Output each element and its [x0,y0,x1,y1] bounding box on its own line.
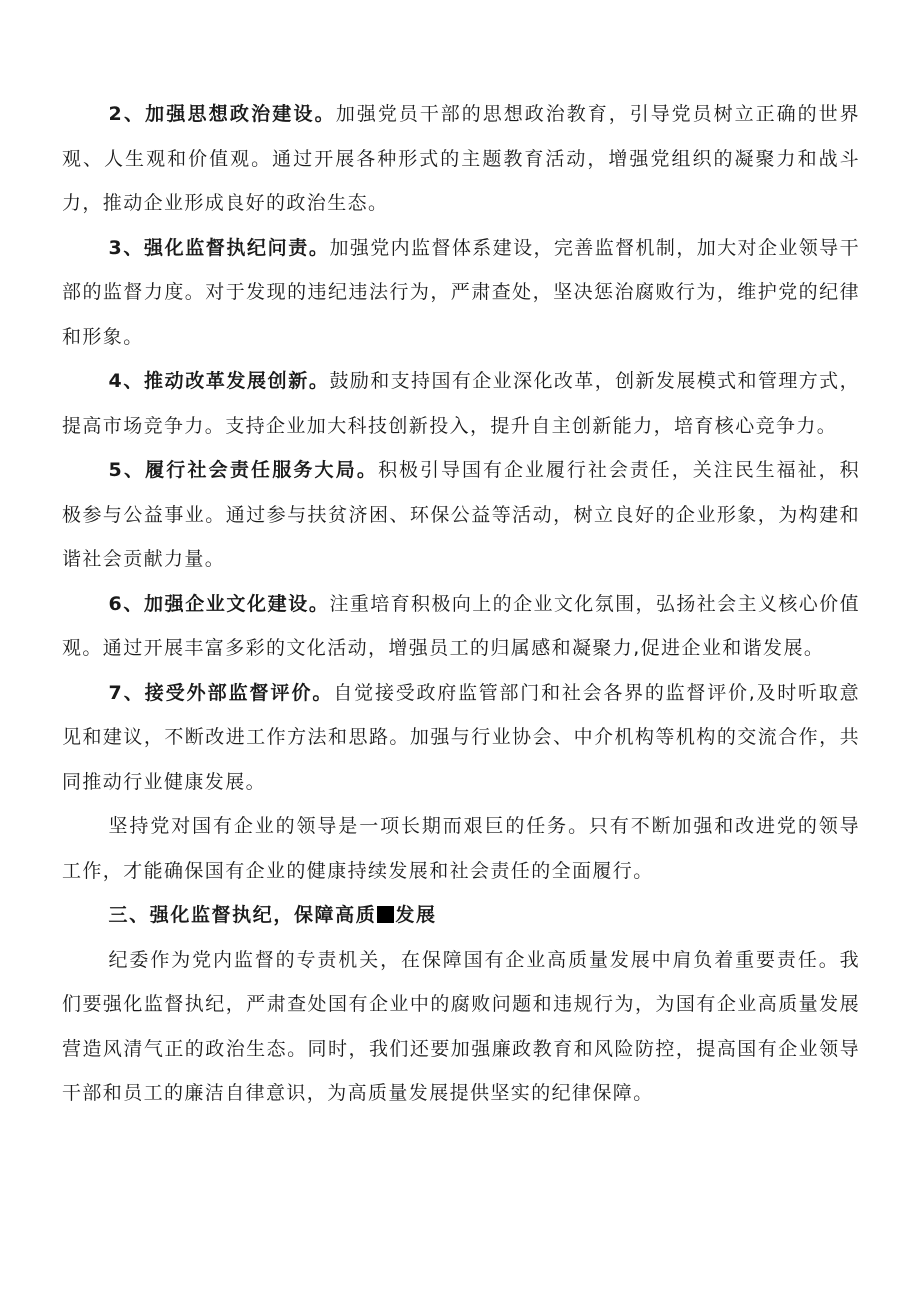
item-2-text: 加强党员干部的思想政治教育，引导党员树立正确的世界观、人生观和价值观。通过开展各种形式的主题教育活动，增强党组织的凝聚力和战斗力，推动企业形成良好的政治生态。 [62,103,860,214]
paragraph-item-6 [62,582,860,671]
paragraph-item-7 [62,671,860,805]
paragraph-item-2 [62,92,860,226]
item-2-heading: 2、加强思想政治建设。 [108,103,336,125]
paragraph-item-5 [62,448,860,582]
item-6-text: 注重培育积极向上的企业文化氛围，弘扬社会主义核心价值观。通过开展丰富多彩的文化活动，增强员工的归属感和凝聚力,促进企业和谐发展。 [62,592,860,659]
item-7-text: 自觉接受政府监管部门和社会各界的监督评价,及时听取意见和建议，不断改进工作方法和思路。加强与行业协会、中介机构等机构的交流合作，共同推动行业健康发展。 [62,681,860,793]
item-4-heading: 4、推动改革发展创新。 [108,370,330,392]
item-5-text: 积极引导国有企业履行社会责任，关注民生福祉，积极参与公益事业。通过参与扶贫济困、环保公益等活动，树立良好的企业形象，为构建和谐社会贡献力量。 [62,459,860,570]
redaction-block [377,906,394,923]
item-4-text: 鼓励和支持国有企业深化改革，创新发展模式和管理方式，提高市场竞争力。支持企业加大科技创新投入，提升自主创新能力，培育核心竞争力。 [62,370,860,437]
item-7-heading: 7、接受外部监督评价。 [108,681,334,704]
paragraph-item-4 [62,359,860,448]
section-body-paragraph: 纪委作为党内监督的专责机关，在保障国有企业高质量发展中肩负着重要责任。我们要强化监督执纪，严肃查处国有企业中的腐败问题和违规行为，为国有企业高质量发展营造风清气正的政治生态。同时，我们还要加强廉政教育和风险防控，提高国有企业领导干部和员工的廉洁自律意识，为高质量发展提供坚实的纪律保障。 [62,948,860,1104]
section-heading-text-end: 发展 [395,904,437,926]
document-body [62,92,860,1116]
item-5-heading: 5、履行社会责任服务大局。 [108,459,379,481]
item-3-text: 加强党内监督体系建设，完善监督机制，加大对企业领导干部的监督力度。对于发现的违纪违法行为，严肃查处，坚决惩治腐败行为，维护党的纪律和形象。 [62,236,860,348]
item-3-heading: 3、强化监督执纪问责。 [108,236,330,259]
conclusion-paragraph: 坚持党对国有企业的领导是一项长期而艰巨的任务。只有不断加强和改进党的领导工作，才能确保国有企业的健康持续发展和社会责任的全面履行。 [62,815,860,882]
section-heading [62,893,860,938]
item-6-heading: 6、加强企业文化建设。 [108,592,330,615]
section-heading-text-start: 三、强化监督执纪，保障高质 [108,904,377,926]
paragraph-item-3 [62,226,860,360]
